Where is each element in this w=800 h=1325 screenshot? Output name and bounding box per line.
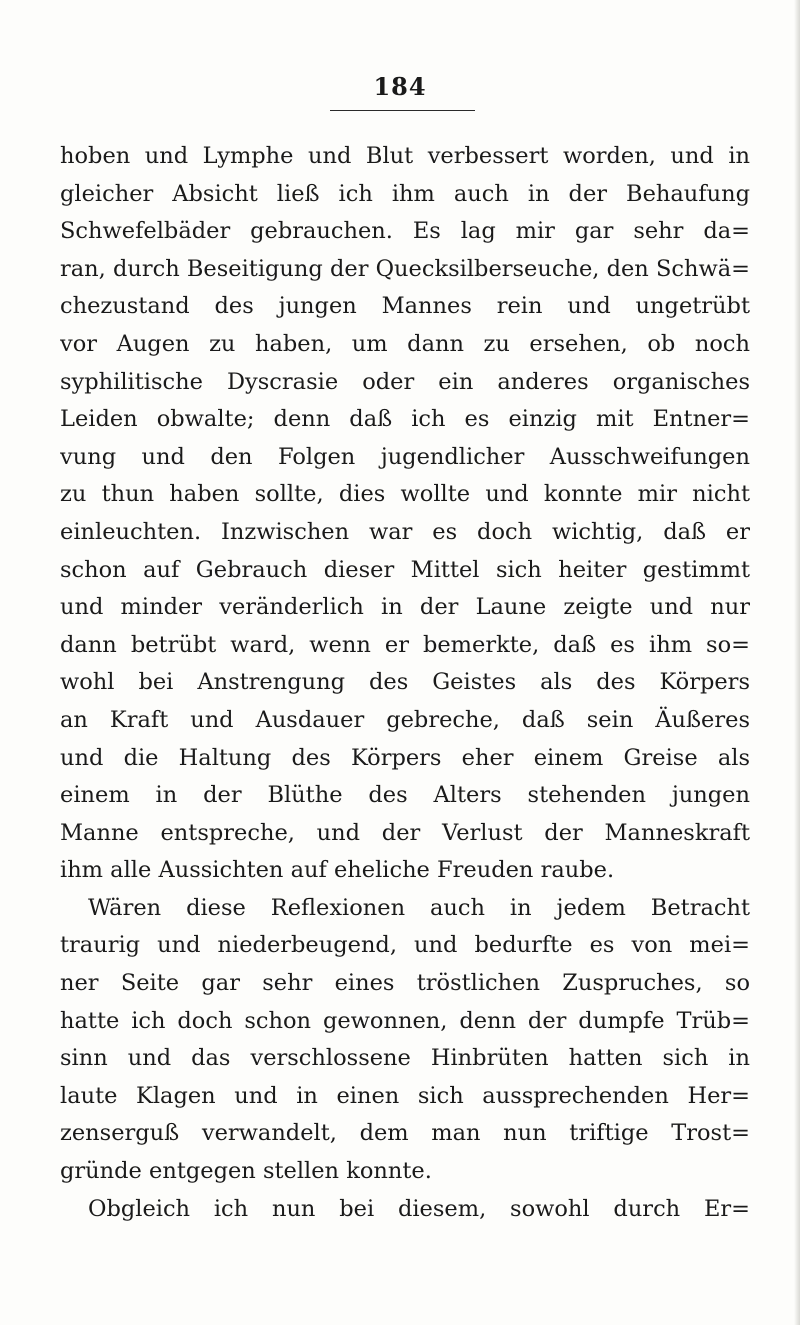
text-line: hatte ich doch schon gewonnen, denn der dumpfe Trüb= [60, 1007, 750, 1034]
text-line: vor Augen zu haben, um dann zu ersehen, ob noch [60, 330, 750, 357]
page-edge-shadow [794, 0, 800, 1325]
text-line: hoben und Lymphe und Blut verbessert worden, und in [60, 143, 750, 169]
page-number: 184 [373, 72, 427, 101]
text-line: ihm alle Aussichten auf eheliche Freuden raube. [60, 857, 615, 884]
text-line: traurig und niederbeugend, und bedurfte es von mei= [60, 932, 750, 959]
text-line: ner Seite gar sehr eines tröstlichen Zuspruches, so [60, 970, 750, 997]
text-line: dann betrübt ward, wenn er bemerkte, daß es ihm so= [60, 631, 750, 658]
text-line: Schwefelbäder gebrauchen. Es lag mir gar sehr da= [60, 218, 750, 245]
text-line: zenserguß verwandelt, dem man nun triftige Trost= [60, 1120, 750, 1147]
text-line: und minder veränderlich in der Laune zeigte und nur [60, 594, 750, 621]
text-line: zu thun haben sollte, dies wollte und konnte mir nicht [60, 481, 750, 508]
text-line: an Kraft und Ausdauer gebreche, daß sein Äußeres [60, 706, 750, 733]
text-line: ran, durch Beseitigung der Quecksilberseuche, den Schwä= [60, 255, 750, 282]
body-text [60, 138, 750, 1228]
text-line: und die Haltung des Körpers eher einem Greise als [60, 744, 750, 771]
text-line: Wären diese Reflexionen auch in jedem Betracht [88, 894, 750, 921]
text-line: Manne entspreche, und der Verlust der Manneskraft [60, 819, 750, 846]
text-line: vung und den Folgen jugendlicher Ausschweifungen [60, 443, 750, 470]
header-rule [330, 110, 475, 111]
text-line: Leiden obwalte; denn daß ich es einzig mit Entner= [60, 406, 750, 433]
text-line: laute Klagen und in einen sich aussprechenden Her= [60, 1082, 750, 1109]
text-line: einleuchten. Inzwischen war es doch wichtig, daß er [60, 518, 750, 545]
text-line: Obgleich ich nun bei diesem, sowohl durch Er= [88, 1195, 750, 1222]
text-line: gründe entgegen stellen konnte. [60, 1158, 432, 1185]
text-line: chezustand des jungen Mannes rein und ungetrübt [60, 293, 750, 320]
text-line: schon auf Gebrauch dieser Mittel sich heiter gestimmt [60, 556, 750, 583]
text-line: einem in der Blüthe des Alters stehenden jungen [60, 782, 750, 809]
text-line: wohl bei Anstrengung des Geistes als des Körpers [60, 669, 750, 696]
text-line: syphilitische Dyscrasie oder ein anderes organisches [60, 368, 750, 395]
text-line: sinn und das verschlossene Hinbrüten hatten sich in [60, 1045, 750, 1072]
text-line: gleicher Absicht ließ ich ihm auch in der Behaufung [60, 180, 750, 207]
